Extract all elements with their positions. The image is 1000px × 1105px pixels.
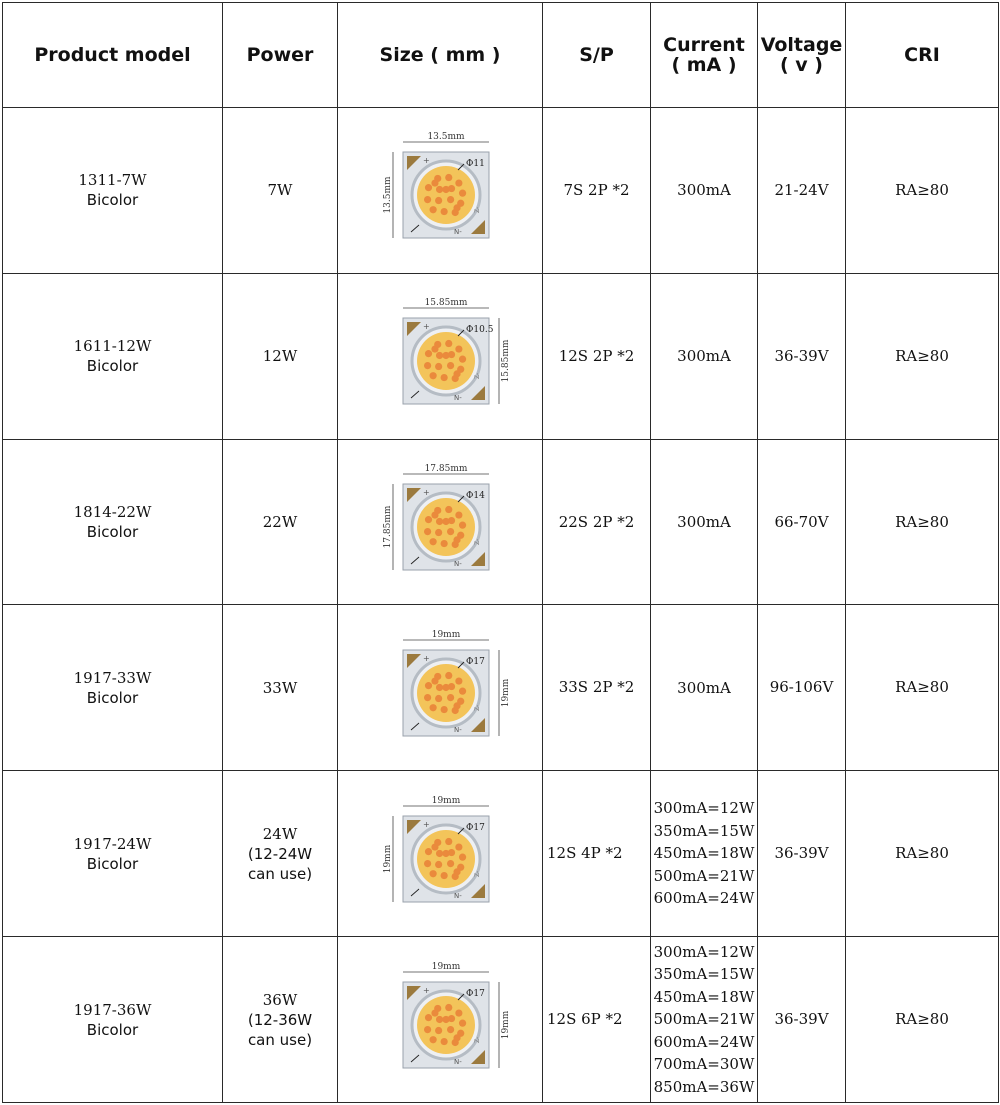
- phosphor-area: [417, 664, 475, 722]
- led-dot: [447, 196, 454, 203]
- cri-value: RA≥80: [895, 678, 949, 697]
- sp-value: 12S 4P *2: [547, 844, 623, 863]
- led-dot: [441, 540, 448, 547]
- cri-value: RA≥80: [895, 346, 949, 365]
- led-dot: [455, 1009, 462, 1016]
- header-cri: CRI: [846, 3, 999, 108]
- led-dot: [436, 850, 443, 857]
- led-dot: [447, 1026, 454, 1033]
- sp-value: 12S 6P *2: [547, 1010, 623, 1029]
- polarity-z-label: Z-: [474, 1036, 481, 1043]
- sp-value: 7S 2P *2: [563, 180, 630, 199]
- current-cell: [651, 108, 758, 274]
- led-dot: [445, 174, 452, 181]
- led-dot: [435, 363, 442, 370]
- voltage-cell: [758, 771, 846, 937]
- led-dot: [425, 682, 432, 689]
- led-dot: [425, 848, 432, 855]
- current-list: [654, 797, 755, 910]
- model-cell: [3, 605, 223, 771]
- current-value: 450mA=18W: [653, 844, 755, 863]
- current-value: 700mA=30W: [653, 1055, 755, 1074]
- table-row: [3, 771, 999, 937]
- cob-chip-diagram: [375, 628, 511, 748]
- led-dot: [431, 1009, 438, 1016]
- led-dot: [430, 372, 437, 379]
- spec-table: [2, 2, 999, 1103]
- led-dot: [436, 186, 443, 193]
- voltage-value: 21-24V: [774, 180, 829, 199]
- model-number: 1814-22W: [73, 503, 152, 522]
- cri-cell: [846, 108, 999, 274]
- voltage-value: 66-70V: [774, 512, 829, 531]
- dimension-label: 19mm: [383, 844, 393, 873]
- header-row: [3, 3, 999, 108]
- led-dot: [447, 694, 454, 701]
- led-dot: [430, 870, 437, 877]
- led-dot: [435, 197, 442, 204]
- current-list: [654, 941, 755, 1099]
- voltage-cell: [758, 605, 846, 771]
- phosphor-area: [417, 830, 475, 888]
- model-cell: [3, 771, 223, 937]
- polarity-z-label: Z-: [474, 373, 481, 380]
- cob-chip-diagram: [375, 462, 505, 582]
- dimension-label: 19mm: [431, 629, 461, 640]
- polarity-plus-label: +: [423, 322, 430, 332]
- led-dot: [459, 687, 466, 694]
- dimension-label: 19mm: [431, 795, 461, 806]
- polarity-plus-label: +: [423, 156, 430, 166]
- current-list: [677, 511, 731, 534]
- voltage-cell: [758, 273, 846, 439]
- led-dot: [459, 522, 466, 529]
- led-dot: [435, 529, 442, 536]
- dimension-label: 13.5mm: [383, 176, 393, 214]
- diameter-label: Φ17: [466, 822, 485, 833]
- polarity-plus-label: +: [423, 488, 430, 498]
- current-value: 600mA=24W: [653, 1032, 755, 1051]
- size-cell: [338, 273, 543, 439]
- header-power: Power: [223, 3, 338, 108]
- power-value: 12W: [262, 347, 298, 366]
- diameter-label: Φ10.5: [466, 325, 494, 336]
- model-variant: Bicolor: [86, 357, 139, 376]
- current-value: 300mA=12W: [653, 942, 755, 961]
- diameter-label: Φ11: [466, 159, 485, 170]
- led-dot: [445, 340, 452, 347]
- led-dot: [431, 512, 438, 519]
- current-value: 300mA: [677, 346, 731, 365]
- sp-value: 12S 2P *2: [558, 346, 635, 365]
- sp-cell: [543, 771, 651, 937]
- header-product-model: Product model: [3, 3, 223, 108]
- led-dot: [445, 1003, 452, 1010]
- polarity-minus-label: N-: [454, 228, 462, 237]
- polarity-plus-label: +: [423, 653, 430, 663]
- led-dot: [442, 518, 449, 525]
- current-value: 300mA: [677, 678, 731, 697]
- current-value: 500mA=21W: [653, 866, 755, 885]
- led-dot: [430, 538, 437, 545]
- polarity-z-label: Z-: [474, 207, 481, 214]
- led-dot: [441, 872, 448, 879]
- diameter-label: Φ14: [466, 491, 485, 502]
- led-dot: [455, 346, 462, 353]
- led-dot: [430, 704, 437, 711]
- polarity-minus-label: N-: [454, 725, 462, 734]
- power-cell: [223, 605, 338, 771]
- current-list: [677, 345, 731, 368]
- led-dot: [425, 1014, 432, 1021]
- sp-cell: [543, 439, 651, 605]
- led-dot: [435, 861, 442, 868]
- model-variant: Bicolor: [86, 1020, 139, 1039]
- dimension-label: 13.5mm: [427, 132, 465, 143]
- led-dot: [445, 838, 452, 845]
- led-dot: [442, 1015, 449, 1022]
- sp-cell: [543, 108, 651, 274]
- cri-value: RA≥80: [895, 1010, 949, 1029]
- model-variant: Bicolor: [86, 854, 139, 873]
- dimension-label: 19mm: [501, 1010, 511, 1039]
- led-dot: [424, 528, 431, 535]
- current-value: 300mA=12W: [653, 799, 755, 818]
- model-variant: Bicolor: [86, 688, 139, 707]
- polarity-minus-label: N-: [454, 891, 462, 900]
- led-dot: [441, 1038, 448, 1045]
- current-list: [677, 179, 731, 202]
- size-cell: [338, 605, 543, 771]
- model-variant: Bicolor: [86, 191, 139, 210]
- size-cell: [338, 771, 543, 937]
- model-number: 1917-24W: [73, 834, 152, 853]
- header-current: Current ( mA ): [651, 3, 758, 108]
- voltage-cell: [758, 108, 846, 274]
- dimension-label: 15.85mm: [501, 339, 511, 383]
- led-dot: [431, 677, 438, 684]
- current-value: 600mA=24W: [653, 889, 755, 908]
- cri-cell: [846, 771, 999, 937]
- cob-chip-diagram: [375, 296, 511, 416]
- cob-chip-diagram: [375, 794, 505, 914]
- led-dot: [430, 207, 437, 214]
- led-dot: [445, 506, 452, 513]
- diameter-label: Φ17: [466, 988, 485, 999]
- voltage-value: 36-39V: [774, 1010, 829, 1029]
- polarity-z-label: Z-: [474, 538, 481, 546]
- led-dot: [424, 362, 431, 369]
- model-cell: [3, 273, 223, 439]
- power-note: can use): [247, 1030, 313, 1049]
- led-dot: [436, 1015, 443, 1022]
- polarity-minus-label: N-: [454, 560, 462, 569]
- voltage-cell: [758, 937, 846, 1103]
- phosphor-area: [417, 166, 475, 224]
- led-dot: [453, 702, 460, 709]
- current-cell: [651, 605, 758, 771]
- sp-value: 22S 2P *2: [558, 512, 635, 531]
- current-value: 350mA=15W: [653, 821, 755, 840]
- power-value: 24W: [262, 824, 298, 843]
- polarity-z-label: Z-: [474, 704, 481, 711]
- led-dot: [442, 352, 449, 359]
- power-cell: [223, 108, 338, 274]
- model-number: 1611-12W: [73, 337, 152, 356]
- current-value: 300mA: [677, 181, 731, 200]
- led-dot: [455, 677, 462, 684]
- sp-cell: [543, 273, 651, 439]
- cri-cell: [846, 605, 999, 771]
- cri-value: RA≥80: [895, 512, 949, 531]
- power-cell: [223, 937, 338, 1103]
- sp-value: 33S 2P *2: [558, 678, 635, 697]
- led-dot: [453, 1034, 460, 1041]
- led-dot: [453, 536, 460, 543]
- led-dot: [436, 352, 443, 359]
- cob-chip-diagram: [375, 130, 505, 250]
- size-cell: [338, 108, 543, 274]
- led-dot: [431, 180, 438, 187]
- led-dot: [442, 850, 449, 857]
- polarity-z-label: Z-: [474, 870, 481, 877]
- led-dot: [459, 1019, 466, 1026]
- led-dot: [424, 196, 431, 203]
- dimension-label: 19mm: [501, 678, 511, 708]
- cri-value: RA≥80: [895, 180, 949, 199]
- current-value: 450mA=18W: [653, 987, 755, 1006]
- cri-cell: [846, 273, 999, 439]
- current-cell: [651, 273, 758, 439]
- model-number: 1311-7W: [78, 171, 147, 190]
- led-dot: [424, 1026, 431, 1033]
- cob-chip-diagram: [375, 960, 511, 1080]
- current-cell: [651, 937, 758, 1103]
- led-dot: [436, 684, 443, 691]
- led-dot: [435, 1026, 442, 1033]
- power-cell: [223, 439, 338, 605]
- led-dot: [442, 186, 449, 193]
- table-row: [3, 439, 999, 605]
- led-dot: [424, 694, 431, 701]
- power-value: 36W: [262, 990, 298, 1009]
- table-row: [3, 108, 999, 274]
- polarity-minus-label: N-: [454, 394, 462, 403]
- dimension-label: 15.85mm: [424, 298, 468, 309]
- header-sp: S/P: [543, 3, 651, 108]
- led-dot: [425, 350, 432, 357]
- voltage-value: 96-106V: [769, 678, 834, 697]
- led-dot: [459, 853, 466, 860]
- led-dot: [424, 860, 431, 867]
- cri-value: RA≥80: [895, 844, 949, 863]
- polarity-plus-label: +: [423, 819, 430, 829]
- model-cell: [3, 439, 223, 605]
- current-value: 500mA=21W: [653, 1010, 755, 1029]
- led-dot: [455, 843, 462, 850]
- model-number: 1917-33W: [73, 668, 152, 687]
- sp-cell: [543, 937, 651, 1103]
- phosphor-area: [417, 996, 475, 1054]
- voltage-cell: [758, 439, 846, 605]
- led-dot: [441, 374, 448, 381]
- led-dot: [453, 371, 460, 378]
- power-value: 7W: [267, 181, 293, 200]
- led-dot: [442, 684, 449, 691]
- led-dot: [431, 346, 438, 353]
- power-note: can use): [247, 864, 313, 883]
- dimension-label: 19mm: [431, 961, 461, 972]
- model-number: 1917-36W: [73, 1000, 152, 1019]
- led-dot: [455, 512, 462, 519]
- power-cell: [223, 273, 338, 439]
- header-voltage: Voltage ( v ): [758, 3, 846, 108]
- led-dot: [447, 528, 454, 535]
- polarity-plus-label: +: [423, 985, 430, 995]
- polarity-minus-label: N-: [454, 1057, 462, 1066]
- led-dot: [453, 205, 460, 212]
- table-row: [3, 937, 999, 1103]
- phosphor-area: [417, 498, 475, 556]
- current-cell: [651, 439, 758, 605]
- led-dot: [441, 706, 448, 713]
- led-dot: [441, 208, 448, 215]
- led-dot: [430, 1036, 437, 1043]
- led-dot: [459, 190, 466, 197]
- cri-cell: [846, 439, 999, 605]
- model-cell: [3, 937, 223, 1103]
- table-row: [3, 273, 999, 439]
- current-cell: [651, 771, 758, 937]
- sp-cell: [543, 605, 651, 771]
- table-row: [3, 605, 999, 771]
- led-dot: [425, 184, 432, 191]
- led-dot: [447, 860, 454, 867]
- size-cell: [338, 439, 543, 605]
- power-cell: [223, 771, 338, 937]
- current-value: 850mA=36W: [653, 1077, 755, 1096]
- power-note: (12-36W: [247, 1010, 313, 1029]
- header-size: Size ( mm ): [338, 3, 543, 108]
- current-list: [677, 677, 731, 700]
- model-variant: Bicolor: [86, 523, 139, 542]
- led-dot: [455, 180, 462, 187]
- power-value: 33W: [262, 678, 298, 697]
- led-dot: [435, 695, 442, 702]
- phosphor-area: [417, 332, 475, 390]
- led-dot: [431, 843, 438, 850]
- led-dot: [436, 518, 443, 525]
- voltage-value: 36-39V: [774, 844, 829, 863]
- model-cell: [3, 108, 223, 274]
- led-dot: [453, 868, 460, 875]
- current-value: 350mA=15W: [653, 965, 755, 984]
- led-dot: [445, 672, 452, 679]
- led-dot: [425, 516, 432, 523]
- voltage-value: 36-39V: [774, 346, 829, 365]
- power-note: (12-24W: [247, 844, 313, 863]
- dimension-label: 17.85mm: [383, 505, 393, 549]
- power-value: 22W: [262, 513, 298, 532]
- cri-cell: [846, 937, 999, 1103]
- size-cell: [338, 937, 543, 1103]
- led-dot: [447, 362, 454, 369]
- current-value: 300mA: [677, 512, 731, 531]
- led-dot: [459, 356, 466, 363]
- dimension-label: 17.85mm: [424, 464, 468, 475]
- diameter-label: Φ17: [466, 656, 485, 667]
